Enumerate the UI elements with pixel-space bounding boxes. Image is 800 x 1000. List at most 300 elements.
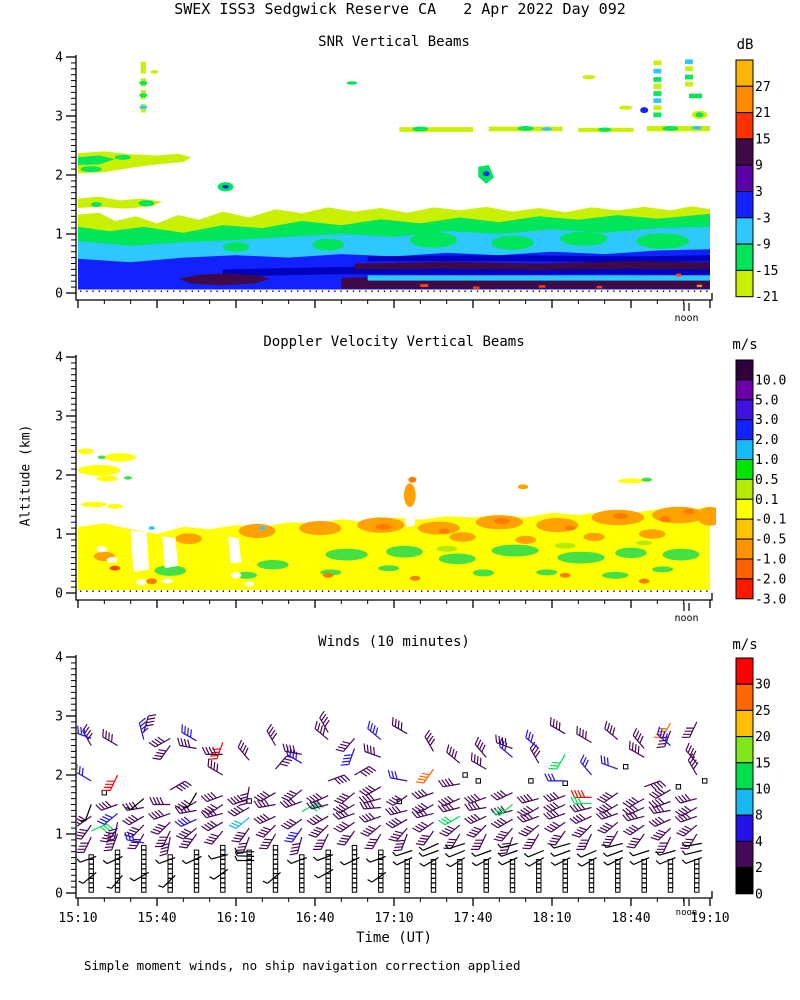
wind-barb bbox=[124, 825, 144, 837]
calm-marker bbox=[642, 864, 646, 868]
wind-barb bbox=[544, 792, 566, 801]
contour-patch bbox=[640, 107, 648, 113]
calm-marker bbox=[352, 883, 356, 887]
wind-barb bbox=[412, 789, 434, 798]
calm-marker bbox=[115, 864, 119, 868]
colorbar-cell bbox=[736, 244, 753, 270]
contour-patch bbox=[175, 533, 201, 544]
calm-marker bbox=[115, 850, 119, 854]
x-tick-label: 16:10 bbox=[216, 911, 256, 926]
calm-marker bbox=[589, 874, 593, 878]
contour-patch bbox=[541, 127, 552, 131]
calm-marker bbox=[102, 791, 106, 795]
contour-patch bbox=[418, 522, 460, 535]
wind-barb bbox=[204, 831, 223, 844]
contour-patch bbox=[613, 513, 629, 519]
calm-marker bbox=[115, 869, 119, 873]
wind-barb bbox=[491, 818, 512, 828]
colorbar-0 bbox=[736, 60, 778, 305]
wind-barb bbox=[201, 809, 223, 818]
contour-patch bbox=[642, 478, 653, 482]
calm-marker bbox=[326, 850, 330, 854]
calm-marker bbox=[273, 855, 277, 859]
contour-patch bbox=[412, 127, 428, 132]
calm-marker bbox=[89, 883, 93, 887]
colorbar-tick-label: 0 bbox=[755, 887, 763, 903]
wind-barb bbox=[627, 834, 645, 848]
colorbar-tick-label: -3.0 bbox=[755, 592, 787, 608]
wind-barb bbox=[103, 729, 118, 746]
wind-barb bbox=[571, 790, 591, 797]
calm-marker bbox=[668, 888, 672, 892]
calm-marker bbox=[379, 850, 383, 854]
wind-barb bbox=[201, 792, 223, 801]
wind-barb bbox=[425, 730, 435, 751]
colorbar-cell bbox=[736, 192, 753, 218]
colorbar-tick-label: 8 bbox=[755, 808, 763, 824]
y-tick-label: 4 bbox=[55, 350, 63, 366]
calm-marker bbox=[510, 874, 514, 878]
y-tick-label: 2 bbox=[55, 168, 63, 184]
calm-marker bbox=[300, 874, 304, 878]
calm-marker bbox=[115, 874, 119, 878]
wind-barb bbox=[334, 793, 354, 804]
contour-patch bbox=[663, 549, 700, 561]
colorbar-tick-label: -9 bbox=[755, 237, 771, 253]
colorbar-cell bbox=[736, 479, 753, 499]
calm-marker bbox=[379, 869, 383, 873]
contour-patch bbox=[312, 239, 344, 251]
calm-marker bbox=[537, 874, 541, 878]
contour-patch bbox=[639, 579, 650, 584]
contour-patch bbox=[518, 484, 529, 489]
colorbar-cell bbox=[736, 360, 753, 380]
calm-marker bbox=[537, 878, 541, 882]
contour-patch bbox=[107, 557, 118, 563]
calm-marker bbox=[668, 869, 672, 873]
calm-marker bbox=[168, 888, 172, 892]
colorbar-cell bbox=[736, 559, 753, 579]
calm-marker bbox=[695, 888, 699, 892]
calm-marker bbox=[273, 883, 277, 887]
panel-axes-2 bbox=[55, 651, 712, 919]
calm-marker bbox=[89, 860, 93, 864]
wind-barb bbox=[153, 746, 171, 760]
panel-plot-area-2 bbox=[70, 711, 707, 892]
calm-marker bbox=[642, 874, 646, 878]
wind-barb bbox=[337, 831, 355, 845]
calm-marker bbox=[273, 869, 277, 873]
calm-marker bbox=[194, 883, 198, 887]
contour-patch bbox=[104, 453, 136, 461]
wind-barb bbox=[364, 744, 381, 758]
wind-barb bbox=[254, 799, 275, 807]
wind-barb bbox=[229, 818, 249, 829]
wind-barb bbox=[307, 800, 329, 809]
noon-label: noon bbox=[675, 908, 698, 918]
calm-marker bbox=[326, 860, 330, 864]
calm-marker bbox=[352, 888, 356, 892]
colorbar-unit-db: dB bbox=[736, 37, 754, 53]
colorbar-tick-label: 1.0 bbox=[755, 453, 779, 468]
calm-marker bbox=[405, 864, 409, 868]
wind-barb bbox=[149, 810, 171, 819]
calm-marker bbox=[194, 864, 198, 868]
contour-patch bbox=[378, 565, 399, 571]
colorbar-cell bbox=[736, 763, 753, 789]
wind-barb bbox=[76, 764, 91, 781]
calm-marker bbox=[431, 883, 435, 887]
wind-barb bbox=[544, 822, 565, 832]
contour-patch bbox=[81, 502, 107, 507]
contour-patch bbox=[223, 242, 249, 251]
wind-barb bbox=[445, 843, 465, 848]
panel-title-winds: Winds (10 minutes) bbox=[318, 634, 470, 650]
wind-barb bbox=[517, 794, 539, 803]
wind-barb bbox=[649, 805, 670, 813]
contour-patch bbox=[136, 579, 147, 585]
calm-marker bbox=[89, 869, 93, 873]
wind-barb bbox=[651, 828, 671, 840]
calm-marker bbox=[168, 864, 172, 868]
calm-marker bbox=[624, 765, 628, 769]
y-tick-label: 4 bbox=[55, 50, 63, 66]
contour-dash bbox=[473, 287, 480, 289]
wind-barb bbox=[491, 791, 513, 800]
wind-barb bbox=[682, 851, 702, 855]
contour-patch bbox=[404, 483, 416, 507]
contour-patch bbox=[410, 232, 457, 247]
contour-patch bbox=[652, 566, 673, 572]
wind-barb bbox=[76, 837, 91, 852]
contour-patch bbox=[696, 112, 704, 117]
contour-dash bbox=[685, 75, 693, 80]
colorbar-tick-label: 25 bbox=[755, 703, 771, 719]
calm-marker bbox=[247, 878, 251, 882]
wind-barb bbox=[393, 851, 413, 856]
calm-marker bbox=[563, 874, 567, 878]
calm-marker bbox=[142, 878, 146, 882]
calm-marker bbox=[695, 883, 699, 887]
colorbar-tick-label: 0.1 bbox=[755, 492, 779, 508]
wind-barb bbox=[601, 755, 618, 769]
wind-barb bbox=[360, 786, 381, 796]
calm-marker bbox=[616, 888, 620, 892]
contour-patch bbox=[619, 106, 632, 110]
noon-marker bbox=[684, 899, 689, 906]
colorbar-cell bbox=[736, 737, 753, 763]
contour-patch bbox=[257, 560, 289, 569]
wind-barb bbox=[150, 797, 170, 804]
contour-patch bbox=[115, 155, 131, 160]
contour-patch bbox=[239, 524, 276, 538]
contour-dash bbox=[399, 127, 473, 132]
wind-barb bbox=[256, 825, 276, 837]
colorbar-cell bbox=[736, 710, 753, 736]
wind-barb bbox=[603, 851, 623, 857]
calm-marker bbox=[616, 878, 620, 882]
calm-marker bbox=[642, 888, 646, 892]
contour-patch bbox=[639, 529, 665, 538]
x-tick-label: 17:10 bbox=[374, 911, 414, 926]
contour-dash bbox=[597, 286, 602, 288]
y-tick-label: 3 bbox=[55, 109, 63, 125]
contour-patch bbox=[150, 70, 158, 74]
contour-dash bbox=[685, 82, 693, 87]
wind-barb bbox=[438, 803, 460, 812]
x-axis-label: Time (UT) bbox=[356, 930, 432, 946]
wind-barb bbox=[633, 728, 644, 748]
wind-barb bbox=[577, 851, 596, 858]
calm-marker bbox=[458, 888, 462, 892]
colorbar-2 bbox=[736, 658, 771, 902]
contour-patch bbox=[515, 536, 536, 544]
colorbar-tick-label: 5.0 bbox=[755, 393, 779, 409]
contour-dash bbox=[653, 91, 661, 96]
contour-patch bbox=[139, 81, 147, 85]
wind-barb bbox=[519, 825, 539, 836]
calm-marker bbox=[537, 883, 541, 887]
calm-marker bbox=[142, 850, 146, 854]
contour-dash bbox=[697, 285, 702, 287]
colorbar-cell bbox=[736, 868, 753, 894]
colorbar-tick-label: 3.0 bbox=[755, 413, 779, 429]
wind-barb bbox=[175, 817, 197, 826]
wind-barb bbox=[228, 806, 249, 816]
wind-barb bbox=[416, 831, 434, 845]
y-tick-label: 0 bbox=[55, 886, 63, 902]
calm-marker bbox=[484, 878, 488, 882]
wind-barb bbox=[267, 724, 277, 745]
colorbar-cell bbox=[736, 400, 753, 420]
wind-barb bbox=[439, 779, 460, 787]
wind-barb bbox=[597, 793, 618, 803]
colorbar-tick-label: -0.1 bbox=[755, 512, 787, 528]
contour-patch bbox=[557, 552, 604, 564]
calm-marker bbox=[616, 883, 620, 887]
wind-barb bbox=[445, 851, 464, 857]
calm-marker bbox=[695, 878, 699, 882]
contour-patch bbox=[518, 126, 534, 131]
contour-dash bbox=[653, 77, 661, 82]
calm-marker bbox=[537, 869, 541, 873]
calm-marker bbox=[326, 878, 330, 882]
calm-marker bbox=[352, 855, 356, 859]
calm-marker bbox=[247, 874, 251, 878]
calm-marker bbox=[537, 888, 541, 892]
wind-barb bbox=[175, 805, 196, 813]
wind-barb bbox=[545, 774, 565, 781]
colorbar-cell bbox=[736, 539, 753, 559]
noon-label: noon bbox=[674, 313, 699, 324]
contour-patch bbox=[410, 576, 421, 581]
wind-barb bbox=[413, 822, 434, 832]
calm-marker bbox=[484, 864, 488, 868]
calm-marker bbox=[676, 785, 680, 789]
colorbar-tick-label: 15 bbox=[755, 132, 771, 148]
wind-barb bbox=[232, 828, 250, 842]
contour-patch bbox=[146, 578, 157, 584]
x-tick-labels bbox=[58, 911, 729, 926]
colorbar-tick-label: -1.0 bbox=[755, 552, 787, 568]
contour-patch bbox=[107, 504, 123, 509]
calm-marker bbox=[142, 864, 146, 868]
wind-barb bbox=[283, 744, 302, 755]
contour-patch bbox=[408, 477, 416, 483]
calm-marker bbox=[431, 869, 435, 873]
colorbar-tick-label: -0.5 bbox=[755, 532, 787, 548]
y-axis-label: Altitude (km) bbox=[18, 424, 34, 527]
contour-patch bbox=[615, 548, 647, 559]
contour-dash bbox=[653, 105, 661, 110]
calm-marker bbox=[194, 850, 198, 854]
contour-dash bbox=[689, 94, 702, 99]
wind-barb bbox=[550, 717, 565, 734]
calm-marker bbox=[510, 869, 514, 873]
calm-marker bbox=[484, 874, 488, 878]
contour-patch bbox=[244, 582, 255, 587]
wind-barb bbox=[388, 770, 407, 781]
wind-barb bbox=[182, 724, 197, 741]
calm-marker bbox=[563, 781, 567, 785]
wind-barb bbox=[649, 817, 671, 826]
contour-patch bbox=[124, 476, 132, 480]
contour-patch bbox=[386, 546, 423, 558]
calm-marker bbox=[352, 878, 356, 882]
contour-patch bbox=[259, 526, 265, 530]
contour-patch bbox=[347, 81, 358, 85]
calm-marker bbox=[379, 878, 383, 882]
wind-barb bbox=[475, 737, 486, 757]
calm-marker bbox=[221, 845, 225, 849]
calm-marker bbox=[326, 874, 330, 878]
y-tick-label: 3 bbox=[55, 709, 63, 725]
calm-marker bbox=[194, 878, 198, 882]
wind-barb bbox=[307, 815, 328, 825]
colorbar-tick-label: 10 bbox=[755, 782, 771, 798]
contour-patch bbox=[584, 533, 605, 541]
contour-patch bbox=[323, 573, 334, 578]
wind-barb bbox=[361, 825, 381, 836]
calm-marker bbox=[326, 883, 330, 887]
colorbar-cell bbox=[736, 440, 753, 460]
colorbar-tick-label: 4 bbox=[755, 834, 763, 850]
colorbar-cell bbox=[736, 658, 753, 684]
contour-patch bbox=[78, 448, 94, 454]
wind-barb bbox=[440, 825, 460, 836]
wind-barb bbox=[290, 837, 302, 855]
footer-note: Simple moment winds, no ship navigation correction applied bbox=[84, 958, 521, 973]
wind-barb bbox=[494, 828, 513, 841]
wind-barb bbox=[682, 722, 697, 737]
wind-barb bbox=[598, 822, 618, 833]
figure-title: SWEX ISS3 Sedgwick Reserve CA 2 Apr 2022 Day 092 bbox=[174, 0, 626, 18]
wind-barb bbox=[623, 812, 645, 821]
calm-marker bbox=[379, 888, 383, 892]
calm-marker bbox=[405, 874, 409, 878]
contour-patch bbox=[299, 521, 341, 535]
x-tick-label: 16:40 bbox=[295, 911, 335, 926]
calm-marker bbox=[458, 864, 462, 868]
calm-marker bbox=[458, 883, 462, 887]
contour-patch bbox=[491, 236, 533, 250]
contour-patch bbox=[598, 128, 611, 132]
contour-patch bbox=[565, 526, 576, 531]
contour-dash bbox=[653, 69, 661, 74]
wind-barb bbox=[208, 759, 223, 776]
wind-barb bbox=[359, 794, 381, 803]
wind-barb bbox=[284, 828, 302, 842]
contour-patch bbox=[560, 573, 571, 578]
wind-barb bbox=[386, 818, 407, 828]
calm-marker bbox=[431, 864, 435, 868]
y-tick-label: 0 bbox=[55, 286, 63, 302]
wind-barb bbox=[649, 798, 671, 807]
calm-marker bbox=[405, 878, 409, 882]
calm-marker bbox=[642, 878, 646, 882]
wind-barb bbox=[623, 797, 644, 807]
calm-marker bbox=[247, 883, 251, 887]
calm-marker bbox=[589, 864, 593, 868]
calm-marker bbox=[221, 864, 225, 868]
contour-dash bbox=[141, 62, 146, 74]
contour-patch bbox=[560, 232, 607, 246]
colorbar-tick-label: 15 bbox=[755, 756, 771, 772]
colorbar-cell bbox=[736, 499, 753, 519]
wind-barb bbox=[472, 851, 492, 857]
x-tick-label: 18:10 bbox=[532, 911, 572, 926]
contour-patch bbox=[684, 509, 695, 515]
calm-marker bbox=[142, 888, 146, 892]
colorbar-cell bbox=[736, 460, 753, 480]
calm-marker bbox=[589, 888, 593, 892]
colorbar-tick-label: 20 bbox=[755, 730, 771, 746]
calm-marker bbox=[642, 883, 646, 887]
colorbar-tick-label: -15 bbox=[755, 263, 779, 279]
colorbar-tick-label: -21 bbox=[755, 290, 779, 306]
contour-dash bbox=[653, 98, 661, 103]
colorbar-tick-label: -3 bbox=[755, 211, 771, 227]
wind-barb bbox=[439, 816, 460, 825]
calm-marker bbox=[273, 860, 277, 864]
colorbar-tick-label: 2 bbox=[755, 861, 763, 877]
wind-barb bbox=[392, 717, 407, 734]
colorbar-cell bbox=[736, 841, 753, 867]
colorbar-cell bbox=[736, 420, 753, 440]
colorbar-tick-label: 21 bbox=[755, 106, 771, 122]
calm-marker bbox=[458, 878, 462, 882]
wind-barb bbox=[175, 800, 196, 810]
contour-patch bbox=[692, 126, 703, 130]
x-tick-label: 15:40 bbox=[137, 911, 177, 926]
calm-marker bbox=[194, 860, 198, 864]
contour-dash bbox=[539, 285, 546, 287]
colorbar-unit-ms-doppler: m/s bbox=[732, 337, 758, 353]
wind-barb bbox=[465, 794, 487, 803]
wind-barb bbox=[465, 802, 486, 810]
wind-barb bbox=[309, 825, 329, 837]
noon-marker bbox=[684, 303, 689, 311]
calm-marker bbox=[352, 874, 356, 878]
wind-barb bbox=[629, 741, 644, 758]
colorbar-tick-label: 9 bbox=[755, 158, 763, 174]
panel-title-doppler: Doppler Velocity Vertical Beams bbox=[263, 334, 525, 350]
colorbar-cell bbox=[736, 789, 753, 815]
calm-marker bbox=[247, 864, 251, 868]
wind-barb bbox=[282, 790, 302, 801]
y-tick-label: 2 bbox=[55, 468, 63, 484]
wind-barb bbox=[623, 825, 644, 835]
